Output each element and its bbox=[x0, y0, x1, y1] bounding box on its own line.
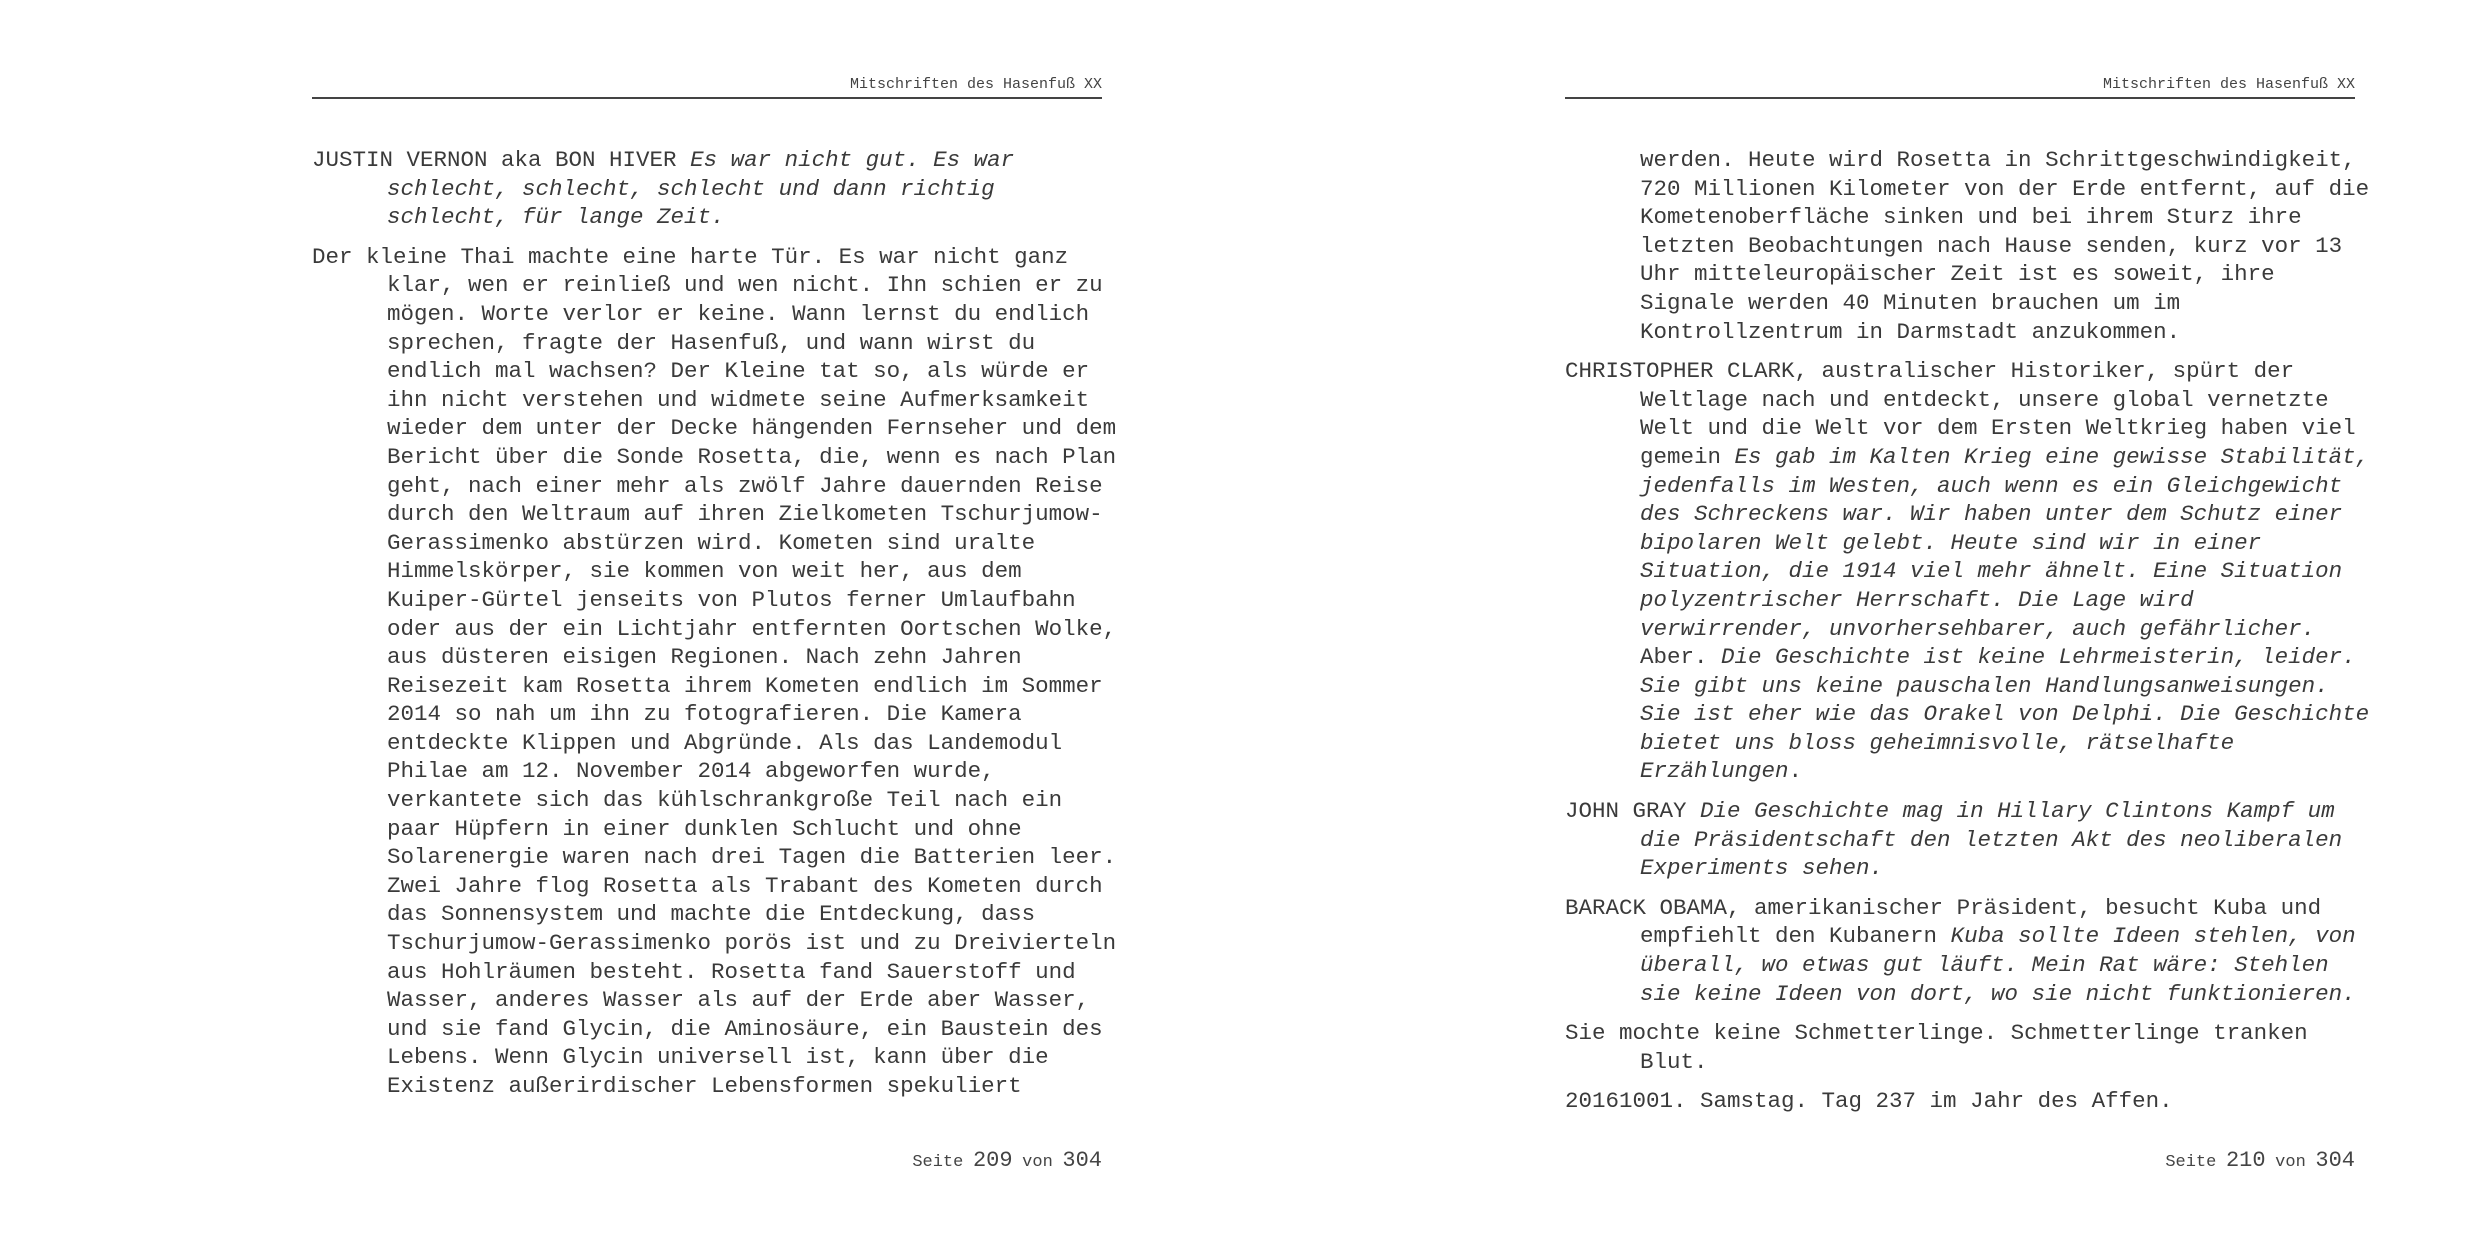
header-rule bbox=[312, 97, 1102, 99]
text-segment: das Sonnensystem und machte die Entdeckung, dass bbox=[387, 901, 1036, 928]
text-segment: durch den Weltraum auf ihren Zielkometen Tschurjumow- bbox=[387, 501, 1103, 528]
paragraph bbox=[1565, 357, 2370, 786]
footer-von-label: von bbox=[1022, 1153, 1053, 1172]
text-segment: des Schreckens war. Wir haben unter dem Schutz einer bbox=[1640, 501, 2343, 528]
text-segment: verwirrender, unvorhersehbarer, auch gefährlicher. bbox=[1640, 615, 2316, 642]
text-segment: bipolaren Welt gelebt. Heute sind wir in einer bbox=[1640, 529, 2262, 556]
text-segment: JOHN GRAY bbox=[1565, 798, 1701, 825]
paragraph bbox=[312, 243, 1117, 1101]
text-segment: letzten Beobachtungen nach Hause senden, kurz vor 13 bbox=[1640, 232, 2343, 259]
text-segment: und sie fand Glycin, die Aminosäure, ein Baustein des bbox=[387, 1015, 1103, 1042]
text-segment: klar, wen er reinließ und wen nicht. Ihn schien er zu bbox=[387, 272, 1103, 299]
text-segment: mögen. Worte verlor er keine. Wann lernst du endlich bbox=[387, 300, 1090, 327]
paragraph bbox=[1565, 797, 2355, 883]
text-segment: sprechen, fragte der Hasenfuß, und wann wirst du bbox=[387, 329, 1036, 356]
text-segment: Philae am 12. November 2014 abgeworfen wurde, bbox=[387, 758, 995, 785]
text-segment: Uhr mitteleuropäischer Zeit ist es soweit, ihre bbox=[1640, 261, 2275, 288]
text-segment: verkantete sich das kühlschrankgroße Teil nach ein bbox=[387, 787, 1063, 814]
text-segment: Die Geschichte ist keine Lehrmeisterin, leider. bbox=[1721, 644, 2356, 671]
page-footer bbox=[1565, 1148, 2355, 1173]
text-segment: Signale werden 40 Minuten brauchen um im bbox=[1640, 289, 2181, 316]
text-segment: Gerassimenko abstürzen wird. Kometen sind uralte bbox=[387, 529, 1036, 556]
text-segment: schlecht, schlecht, schlecht und dann richtig bbox=[387, 175, 995, 202]
text-segment: Existenz außerirdischer Lebensformen spekuliert bbox=[387, 1073, 1022, 1099]
footer-seite-label: Seite bbox=[2165, 1153, 2217, 1172]
text-segment: Aber. bbox=[1640, 644, 1722, 671]
running-header: Mitschriften des Hasenfuß XX bbox=[2102, 76, 2355, 93]
text-segment: ihn nicht verstehen und widmete seine Aufmerksamkeit bbox=[387, 386, 1090, 413]
text-segment: CHRISTOPHER CLARK, australischer Historiker, spürt der bbox=[1565, 358, 2295, 385]
paragraph bbox=[1565, 894, 2355, 1008]
text-segment: Die Geschichte mag in Hillary Clintons Kampf um bbox=[1700, 798, 2335, 825]
text-segment: Kometenoberfläche sinken und bei ihrem Sturz ihre bbox=[1640, 204, 2302, 231]
text-segment: Es war nicht gut. Es war bbox=[690, 147, 1015, 173]
text-segment: empfiehlt den Kubanern bbox=[1640, 923, 1951, 950]
text-segment: jedenfalls im Westen, auch wenn es ein Gleichgewicht bbox=[1640, 472, 2343, 499]
text-segment: Lebens. Wenn Glycin universell ist, kann über die bbox=[387, 1044, 1049, 1071]
text-segment: Sie mochte keine Schmetterlinge. Schmetterlinge tranken bbox=[1565, 1020, 2308, 1047]
text-segment: entdeckte Klippen und Abgründe. Als das Landemodul bbox=[387, 729, 1063, 756]
page-body bbox=[1565, 146, 2370, 1127]
page-total: 304 bbox=[2315, 1148, 2355, 1173]
footer-seite-label: Seite bbox=[912, 1153, 964, 1172]
right-page bbox=[1565, 0, 2370, 1240]
text-segment: werden. Heute wird Rosetta in Schrittgeschwindigkeit, bbox=[1640, 147, 2356, 173]
text-segment: Der kleine Thai machte eine harte Tür. Es war nicht ganz bbox=[312, 243, 1069, 270]
text-segment: Sie ist eher wie das Orakel von Delphi. Die Geschichte bbox=[1640, 701, 2370, 728]
text-segment: 20161001. Samstag. Tag 237 im Jahr des Affen. bbox=[1565, 1088, 2173, 1115]
text-segment: Tschurjumow-Gerassimenko porös ist und zu Dreivierteln bbox=[387, 930, 1117, 957]
paragraph bbox=[312, 146, 1102, 232]
text-segment: 2014 so nah um ihn zu fotografieren. Die Kamera bbox=[387, 701, 1022, 728]
text-segment: Welt und die Welt vor dem Ersten Weltkrieg haben viel bbox=[1640, 415, 2356, 442]
text-segment: Bericht über die Sonde Rosetta, die, wenn es nach Plan bbox=[387, 443, 1117, 470]
text-segment: gemein bbox=[1640, 443, 1735, 470]
text-segment: . bbox=[1788, 758, 1803, 785]
text-segment: Wasser, anderes Wasser als auf der Erde aber Wasser, bbox=[387, 987, 1090, 1014]
text-segment: Es gab im Kalten Krieg eine gewisse Stabilität, bbox=[1734, 443, 2370, 470]
text-segment: Sie gibt uns keine pauschalen Handlungsanweisungen. bbox=[1640, 672, 2329, 699]
text-segment: schlecht, für lange Zeit. bbox=[387, 204, 725, 231]
page-number: 209 bbox=[972, 1148, 1013, 1173]
text-segment: 720 Millionen Kilometer von der Erde entfernt, auf die bbox=[1640, 175, 2370, 202]
text-segment: Kuba sollte Ideen stehlen, von bbox=[1950, 923, 2356, 950]
page-footer bbox=[312, 1148, 1102, 1173]
text-segment: aus Hohlräumen besteht. Rosetta fand Sauerstoff und bbox=[387, 958, 1076, 985]
text-segment: polyzentrischer Herrschaft. Die Lage wird bbox=[1640, 586, 2194, 613]
text-segment: wieder dem unter der Decke hängenden Fernseher und dem bbox=[387, 415, 1117, 442]
page-body bbox=[312, 146, 1117, 1112]
footer-von-label: von bbox=[2275, 1153, 2306, 1172]
paragraph bbox=[1565, 1087, 2355, 1116]
text-segment: oder aus der ein Lichtjahr entfernten Oortschen Wolke, bbox=[387, 615, 1117, 642]
text-segment: Kontrollzentrum in Darmstadt anzukommen. bbox=[1640, 318, 2181, 345]
header-rule bbox=[1565, 97, 2355, 99]
text-segment: Blut. bbox=[1640, 1048, 1708, 1075]
text-segment: paar Hüpfern in einer dunklen Schlucht und ohne bbox=[387, 815, 1022, 842]
text-segment: aus düsteren eisigen Regionen. Nach zehn Jahren bbox=[387, 644, 1022, 671]
text-segment: Situation, die 1914 viel mehr ähnelt. Eine Situation bbox=[1640, 558, 2343, 585]
text-segment: Reisezeit kam Rosetta ihrem Kometen endlich im Sommer bbox=[387, 672, 1103, 699]
text-segment: die Präsidentschaft den letzten Akt des neoliberalen bbox=[1640, 826, 2343, 853]
text-segment: bietet uns bloss geheimnisvolle, rätselhafte bbox=[1640, 729, 2235, 756]
running-header: Mitschriften des Hasenfuß XX bbox=[849, 76, 1102, 93]
text-segment: BARACK OBAMA, amerikanischer Präsident, besucht Kuba und bbox=[1565, 894, 2322, 921]
text-segment: überall, wo etwas gut läuft. Mein Rat wäre: Stehlen bbox=[1640, 952, 2329, 979]
text-segment: JUSTIN VERNON aka BON HIVER bbox=[312, 147, 691, 173]
text-segment: Himmelskörper, sie kommen von weit her, aus dem bbox=[387, 558, 1022, 585]
paragraph bbox=[1565, 146, 2370, 346]
text-segment: Erzählungen bbox=[1640, 758, 1789, 785]
text-segment: Solarenergie waren nach drei Tagen die Batterien leer. bbox=[387, 844, 1117, 871]
text-segment: Kuiper-Gürtel jenseits von Plutos ferner Umlaufbahn bbox=[387, 586, 1076, 613]
text-segment: Experiments sehen. bbox=[1640, 855, 1884, 882]
paragraph bbox=[1565, 1019, 2355, 1076]
text-segment: Weltlage nach und entdeckt, unsere global vernetzte bbox=[1640, 386, 2329, 413]
text-segment: sie keine Ideen von dort, wo sie nicht funktionieren. bbox=[1640, 980, 2356, 1007]
page-total: 304 bbox=[1062, 1148, 1102, 1173]
text-segment: Zwei Jahre flog Rosetta als Trabant des Kometen durch bbox=[387, 872, 1103, 899]
text-segment: geht, nach einer mehr als zwölf Jahre dauernden Reise bbox=[387, 472, 1103, 499]
left-page bbox=[312, 0, 1117, 1240]
page-number: 210 bbox=[2225, 1148, 2266, 1173]
text-segment: endlich mal wachsen? Der Kleine tat so, als würde er bbox=[387, 358, 1090, 385]
